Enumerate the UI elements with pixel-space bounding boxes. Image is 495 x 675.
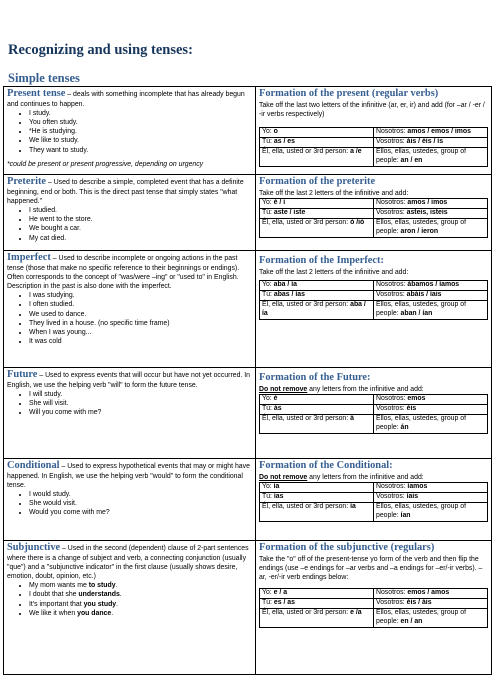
list-item: • You often study. [29,118,252,127]
preterite-formation-instructions: Take off the last 2 letters of the infinitive and add: [259,189,409,197]
imperfect-formation-heading: Formation of the Imperfect: [259,255,384,266]
pronoun-label: Él, ella, usted or 3rd person: [262,415,351,422]
list-item: • Would you come with me? [29,508,252,517]
future-heading: Future [7,369,38,380]
verb-ending: es / as [273,599,295,607]
pronoun-label: Él, ella, usted or 3rd person: [262,503,351,510]
singular-cell [260,405,374,415]
imperfect-heading: Imperfect [7,252,51,263]
example-text: My mom wants me [29,582,89,590]
example-verb: you study [83,600,117,608]
verb-ending: á [350,415,354,422]
future-examples [7,390,252,417]
plural-cell [374,199,488,209]
list-item: • When I was young... [29,328,252,337]
subjunctive-examples [7,581,252,617]
future-do-not-remove: Do not remove [259,385,308,393]
present-note: *could be present or present progressive, depending on urgency [7,160,204,168]
example-verb: you dance [77,609,112,617]
table-row [260,281,488,291]
verb-ending: en / an [400,618,423,626]
verb-ending: ás [273,405,282,413]
singular-cell [260,281,374,291]
present-endings-table [259,127,488,167]
singular-cell [260,199,374,209]
preterite-heading: Preterite [7,176,47,187]
singular-cell [260,138,374,148]
list-item [29,590,252,599]
table-row [260,395,488,405]
example-punct: . [119,591,122,599]
conditional-endings-table [259,482,488,522]
imperfect-formation-instructions: Take off the last 2 letters of the infinitive and add: [259,268,409,276]
imperfect-examples [7,291,252,346]
list-item: • We used to dance. [29,310,252,319]
list-item: • My cat died. [29,234,252,243]
pronoun-label: Vosotros: [376,138,407,146]
verb-ending: ábamos / íamos [407,281,460,289]
conditional-examples [7,490,252,517]
pronoun-label: Tú: [262,405,274,413]
verb-ending: aste / iste [273,209,306,217]
pronoun-label: Nosotros: [376,483,408,491]
verb-ending: ías [273,493,284,501]
singular-cell [260,493,374,503]
verb-ending: emos [407,395,426,403]
verb-ending: ía [273,483,280,491]
singular-cell [260,219,374,238]
conditional-do-not-remove: Do not remove [259,473,308,481]
list-item: • They want to study. [29,146,252,155]
plural-cell [374,609,488,628]
table-row [260,219,488,238]
list-item: • I will study. [29,390,252,399]
list-item [29,581,252,590]
pronoun-label: Vosotros: [376,493,407,501]
singular-cell [260,128,374,138]
subjunctive-formation-heading: Formation of the subjunctive (regulars) [259,542,435,553]
preterite-cell [3,174,255,250]
list-item: • Will you come with me? [29,408,252,417]
table-row [260,483,488,493]
example-verb: understands [78,591,120,599]
tense-table [3,86,492,630]
present-formation-cell [255,86,492,174]
pronoun-label: Ellos, ellas, ustedes, group of people: [376,609,467,626]
subjunctive-formation-instructions: Take the "o" off of the present-tense yo form of the verb and then flip the endings (use –e endings for –ar verbs and –a endings for –er/-ir verbs). –ar, -er/-ir verb endings below: [259,555,483,582]
conditional-desc: – Used to express hypothetical events that may or might have happened. In English, we use the helping verb "would" to form the conditional tense. [7,463,250,490]
table-row [260,415,488,434]
verb-ending: e / a [273,589,288,597]
verb-ending: é / í [273,199,286,207]
table-row [260,405,488,415]
singular-cell [260,291,374,301]
list-item: • It was cold [29,337,252,346]
verb-ending: a /e [350,148,362,156]
imperfect-cell [3,250,255,367]
verb-ending: as / es [273,138,295,146]
plural-cell [374,589,488,599]
table-row [260,493,488,503]
subjunctive-cell [3,540,255,675]
pronoun-label: Yo: [262,589,274,597]
imperfect-formation-cell [255,250,492,367]
example-verb: to study [88,582,116,590]
plural-cell [374,405,488,415]
present-tense-desc: – deals with something incomplete that has already begun and continues to happen. [7,91,245,108]
singular-cell [260,301,374,320]
verb-ending: abáis / íais [406,291,442,299]
present-formation-instructions: Take off the last two letters of the infinitive (ar, er, ir) and add (for –ar / -er / -ir verbs respectively) [259,101,485,119]
pronoun-label: Vosotros: [376,209,407,217]
verb-ending: aban / ían [400,309,433,317]
preterite-formation-heading: Formation of the preterite [259,176,376,187]
pronoun-label: Tú: [262,209,274,217]
preterite-formation-cell [255,174,492,250]
table-row [260,503,488,522]
list-item: • He went to the store. [29,215,252,224]
conditional-heading: Conditional [7,460,60,471]
verb-ending: án [400,423,409,431]
plural-cell [374,301,488,320]
plural-cell [374,415,488,434]
verb-ending: ó /ió [350,219,365,226]
pronoun-label: Él, ella, usted or 3rd person: [262,148,351,156]
future-formation-heading: Formation of the Future: [259,372,371,383]
singular-cell [260,395,374,405]
pronoun-label: Yo: [262,281,274,289]
table-row [260,301,488,320]
section-title-simple-tenses: Simple tenses [8,71,80,85]
table-row [260,609,488,628]
pronoun-label: Tú: [262,493,274,501]
list-item: • They lived in a house. (no specific time frame) [29,319,252,328]
pronoun-label: Yo: [262,395,274,403]
pronoun-label: Yo: [262,199,274,207]
page-title: Recognizing and using tenses: [8,42,193,58]
plural-cell [374,128,488,138]
list-item: • I studied. [29,206,252,215]
plural-cell [374,291,488,301]
verb-ending: íamos [407,483,428,491]
verb-ending: ían [400,511,411,519]
singular-cell [260,148,374,167]
pronoun-label: Él, ella, usted or 3rd person: [262,219,351,226]
verb-ending: aba / ía [262,301,366,317]
pronoun-label: Vosotros: [376,599,407,607]
list-item: • I would study. [29,490,252,499]
table-row [260,128,488,138]
example-punct: . [115,582,118,590]
table-row [260,138,488,148]
conditional-formation-heading: Formation of the Conditional: [259,460,393,471]
example-punct: . [111,609,114,617]
example-punct: . [116,600,119,608]
imperfect-desc: – Used to describe incomplete or ongoing actions in the past tense (those that make no specific reference to their beginnings or endings). Often corresponds to the concept of "was/were –ing" or "used to" in English. Description in the past is also done with the imperfect. [7,255,240,291]
list-item: • She would visit. [29,499,252,508]
pronoun-label: Ellos, ellas, ustedes, group of people: [376,415,467,431]
future-desc: – Used to express events that will occur but have not yet occurred. In English, we use the helping verb "will" to form the future tense. [7,372,250,389]
table-row [260,589,488,599]
pronoun-label: Nosotros: [376,128,408,136]
pronoun-label: Ellos, ellas, ustedes, group of people: [376,503,467,519]
preterite-examples [7,206,252,242]
singular-cell [260,599,374,609]
list-item: • She will visit. [29,399,252,408]
plural-cell [374,209,488,219]
pronoun-label: Yo: [262,483,274,491]
present-tense-cell [3,86,255,174]
plural-cell [374,138,488,148]
verb-ending: e /a [350,609,362,617]
preterite-desc: – Used to describe a simple, completed event that has a definite beginning, end or both. This is the direct past tense that simply states "what happened." [7,179,244,206]
present-tense-heading: Present tense [7,88,66,99]
imperfect-endings-table [259,280,488,320]
pronoun-label: Nosotros: [376,199,408,207]
conditional-formation-instructions [259,473,488,482]
example-text: I doubt that she [29,591,79,599]
preterite-endings-table [259,198,488,238]
plural-cell [374,599,488,609]
verb-ending: amos / imos [407,199,448,207]
verb-ending: asteis, isteis [406,209,448,217]
conditional-formation-cell [255,458,492,540]
pronoun-label: Nosotros: [376,281,408,289]
table-row [260,199,488,209]
singular-cell [260,483,374,493]
present-examples [7,109,252,155]
pronoun-label: Vosotros: [376,291,407,299]
verb-ending: abas / ías [273,291,305,299]
singular-cell [260,589,374,599]
singular-cell [260,609,374,628]
pronoun-label: Él, ella, usted or 3rd person: [262,301,351,308]
verb-ending: amos / emos / imos [407,128,471,136]
list-item: • I often studied. [29,300,252,309]
table-row [260,209,488,219]
verb-ending: o [273,128,278,136]
pronoun-label: Tú: [262,291,274,299]
future-instr-rest: any letters from the infinitive and add: [307,385,424,393]
conditional-instr-rest: any letters from the infinitive and add: [307,473,424,481]
list-item: • I was studying. [29,291,252,300]
verb-ending: emos / amos [407,589,450,597]
plural-cell [374,148,488,167]
pronoun-label: Nosotros: [376,395,408,403]
pronoun-label: Vosotros: [376,405,407,413]
future-formation-instructions [259,385,488,394]
singular-cell [260,503,374,522]
present-formation-heading: Formation of the present (regular verbs) [259,88,439,99]
future-formation-cell [255,367,492,458]
verb-ending: an / en [400,157,423,165]
plural-cell [374,219,488,238]
table-row [260,148,488,167]
verb-ending: é [273,395,278,403]
table-row [260,291,488,301]
future-endings-table [259,394,488,434]
subjunctive-endings-table [259,588,488,628]
conditional-cell [3,458,255,540]
future-cell [3,367,255,458]
subjunctive-formation-cell [255,540,492,675]
plural-cell [374,395,488,405]
table-row [260,599,488,609]
list-item: • I study. [29,109,252,118]
verb-ending: éis [406,405,417,413]
example-text: It's important that [29,600,84,608]
pronoun-label: Tú: [262,599,274,607]
pronoun-label: Tú: [262,138,274,146]
verb-ending: ía [350,503,356,510]
list-item: • *He is studying. [29,127,252,136]
list-item: • We bought a car. [29,224,252,233]
plural-cell [374,503,488,522]
plural-cell [374,493,488,503]
verb-ending: íais [406,493,419,501]
singular-cell [260,209,374,219]
pronoun-label: Ellos, ellas, ustedes, group of people: [376,301,467,317]
list-item [29,600,252,609]
pronoun-label: Ellos, ellas, ustedes, group of people: [376,148,467,165]
verb-ending: aba / ía [273,281,297,289]
singular-cell [260,415,374,434]
plural-cell [374,281,488,291]
verb-ending: éis / áis [406,599,432,607]
list-item [29,609,252,618]
plural-cell [374,483,488,493]
subjunctive-desc: – Used in the second (dependent) clause of 2-part sentences where there is a change of subject and verb, a connecting conjunction (usually "que") and a "subjunctive indicator" in the first clause (usually shows desire, emotion, doubt, opinion, etc.) [7,545,249,581]
verb-ending: aron / ieron [400,227,439,235]
example-text: We like it when [29,609,78,617]
verb-ending: áis / éis / ís [406,138,444,146]
pronoun-label: Ellos, ellas, ustedes, group of people: [376,219,467,235]
subjunctive-heading: Subjunctive [7,542,61,553]
pronoun-label: Yo: [262,128,274,136]
pronoun-label: Él, ella, usted or 3rd person: [262,609,351,617]
pronoun-label: Nosotros: [376,589,408,597]
list-item: • We like to study. [29,136,252,145]
